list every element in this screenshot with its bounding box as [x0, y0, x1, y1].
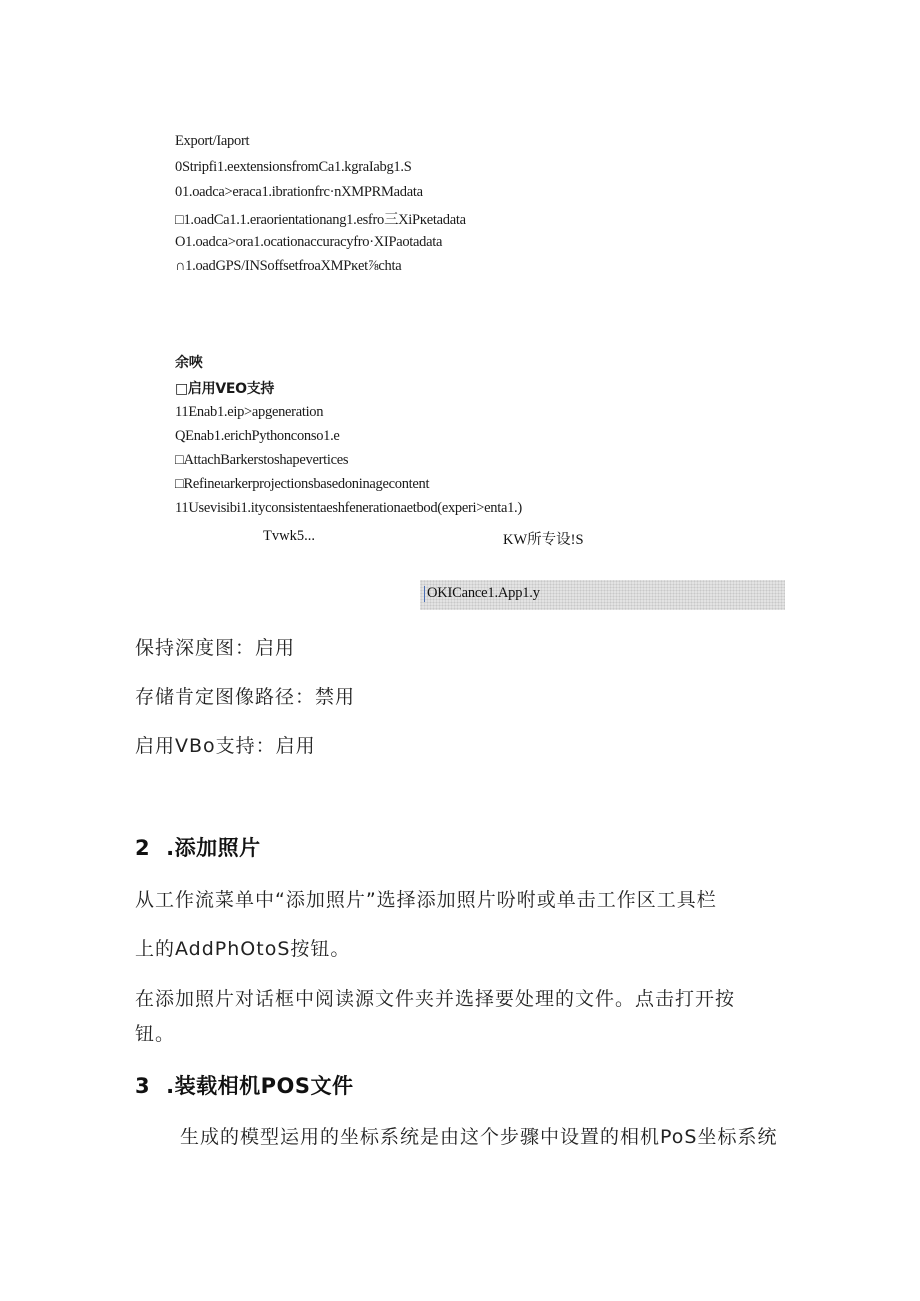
section-3-number: 3 [135, 1074, 151, 1098]
section-2-paragraph-2-line-1: 在添加照片对话框中阅读源文件夹并选择要处理的文件。点击打开按 [135, 988, 736, 1010]
tweaks-button[interactable]: Tvwk5... [263, 528, 315, 544]
section-2-paragraph-2-line-2: 钮。 [135, 1023, 176, 1045]
section-2-heading [135, 832, 261, 862]
option-strip-extensions[interactable]: 0Stripfi1.eextensionsfromCa1.kgraIabg1.S [175, 159, 412, 175]
section-3-title: .装载相机POS文件 [166, 1074, 354, 1098]
preferences-dialog-capture [0, 0, 920, 620]
section-3-paragraph-1-line-1: 生成的模型运用的坐标系统是由这个步骤中设置的相机PoS坐标系统 [180, 1126, 778, 1148]
setting-keep-depth-maps: 保持深度图：启用 [135, 637, 296, 659]
setting-store-absolute-paths: 存储肯定图像路径：禁用 [135, 686, 356, 708]
option-visibility-consistent-mesh[interactable]: 11Usevisibi1.ityconsistentaeshfenerationaetbod(experi>enta1.) [175, 500, 522, 516]
option-enable-python-console[interactable]: QEnab1.erichPythonconso1.e [175, 428, 340, 444]
focus-marker [424, 586, 425, 602]
option-load-location-accuracy[interactable]: O1.oadca>ora1.ocationaccuracyfro·XIPaotadata [175, 234, 443, 250]
option-attach-markers[interactable]: □AttachBarkerstoshapevertices [175, 452, 349, 468]
section-2-paragraph-1-line-2: 上的AddPhOtoS按钮。 [135, 938, 351, 960]
dialog-button-bar [420, 580, 785, 610]
reset-defaults-button[interactable]: KW所专设!S [503, 532, 584, 548]
option-enable-vbo[interactable]: □启用VEO支持 [175, 381, 275, 397]
option-load-calibration[interactable]: 01.oadca>eraca1.ibrationfrc·nXMPRMadata [175, 184, 423, 200]
setting-enable-vbo: 启用VBo支持：启用 [135, 735, 316, 757]
section-2-paragraph-1-line-1: 从工作流菜单中“添加照片”选择添加照片吩咐或单击工作区工具栏 [135, 889, 717, 911]
section-2-number: 2 [135, 836, 151, 860]
option-enable-tip-generation[interactable]: 11Enab1.eip>apgeneration [175, 404, 324, 420]
section-2-title: .添加照片 [166, 836, 261, 860]
option-load-gps-ins-offset[interactable]: ∩1.oadGPS/INSoffsetfroaXMPĸet⅞chta [175, 258, 402, 274]
misc-label: 余唊 [175, 355, 203, 371]
export-import-label: Export/Iaport [175, 133, 250, 149]
ok-cancel-apply-buttons[interactable]: OKICance1.App1.y [427, 585, 540, 601]
option-load-orientation[interactable]: □1.oadCa1.1.eraorientationang1.esfro三XiPĸetadata [175, 212, 466, 228]
section-3-heading [135, 1070, 353, 1100]
option-refine-marker-projections[interactable]: □Refineιarkerprojectionsbasedoninagecontent [175, 476, 430, 492]
